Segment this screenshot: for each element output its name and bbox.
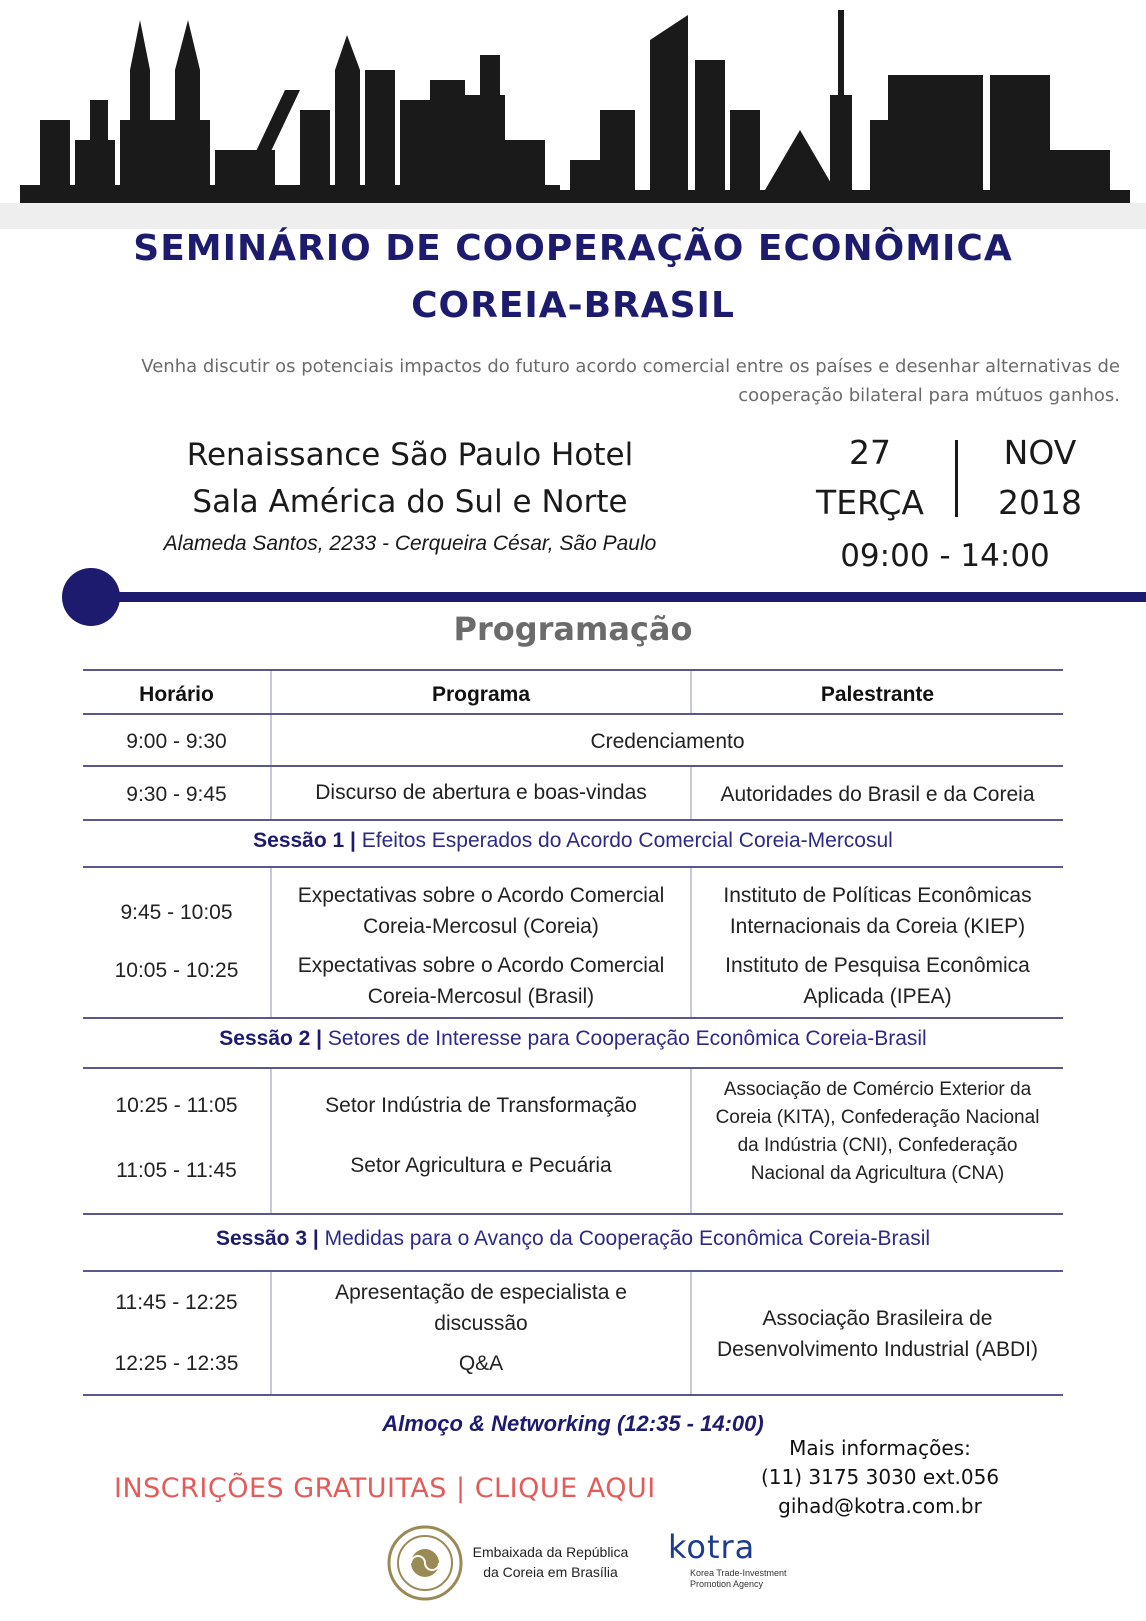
time-s1-row1: 9:45 - 10:05 — [120, 901, 233, 924]
program-s3-row1-l1: Apresentação de especialista e — [335, 1281, 627, 1304]
speaker-s1-row2 — [692, 950, 1063, 1012]
speaker-s3 — [692, 1303, 1063, 1365]
lunch-networking: Almoço & Networking (12:35 - 14:00) — [382, 1411, 764, 1436]
date-month: NOV — [1003, 433, 1077, 472]
program-abertura: Discurso de abertura e boas-vindas — [315, 781, 647, 804]
kotra-subtitle-l1: Korea Trade-Investment — [690, 1568, 787, 1578]
table-line — [83, 1017, 1063, 1019]
program-s3-row2: Q&A — [458, 1352, 504, 1375]
program-s1-row2 — [272, 950, 690, 1012]
venue-address: Alameda Santos, 2233 - Cerqueira César, São Paulo — [163, 532, 657, 555]
program-credenciamento: Credenciamento — [590, 730, 745, 753]
session3-label: Sessão 3 | — [215, 1227, 319, 1250]
info-title: Mais informações: — [789, 1436, 971, 1460]
table-line — [83, 1213, 1063, 1215]
kotra-subtitle — [690, 1568, 787, 1590]
table-line — [83, 669, 1063, 671]
kotra-logo: kotra — [668, 1528, 756, 1566]
program-s1-row1-l2: Coreia-Mercosul (Coreia) — [363, 915, 599, 938]
venue-hotel: Renaissance São Paulo Hotel — [186, 437, 634, 473]
time-credenciamento: 9:00 - 9:30 — [126, 730, 227, 753]
register-link[interactable]: INSCRIÇÕES GRATUITAS | CLIQUE AQUI — [114, 1473, 656, 1504]
time-s1-row2: 10:05 - 10:25 — [114, 959, 239, 982]
seminar-title-line1: SEMINÁRIO DE COOPERAÇÃO ECONÔMICA — [133, 228, 1013, 269]
speaker-s1-row2-l1: Instituto de Pesquisa Econômica — [725, 954, 1030, 977]
program-title: Programação — [453, 610, 693, 648]
date-day: 27 — [849, 433, 891, 472]
program-s1-row2-l1: Expectativas sobre o Acordo Comercial — [297, 954, 665, 977]
table-line — [83, 1270, 1063, 1272]
session2-title: Setores de Interesse para Cooperação Econômica Coreia-Brasil — [327, 1027, 927, 1050]
program-s1-row2-l2: Coreia-Mercosul (Brasil) — [367, 985, 595, 1008]
speaker-s2 — [692, 1076, 1063, 1188]
time-s2-row2: 11:05 - 11:45 — [116, 1159, 237, 1182]
session2-heading — [83, 1027, 1063, 1051]
program-s2-row2: Setor Agricultura e Pecuária — [350, 1154, 612, 1177]
date-weekday: TERÇA — [816, 483, 924, 522]
kotra-subtitle-l2: Promotion Agency — [690, 1579, 764, 1589]
embassy-name-l2: da Coreia em Brasília — [483, 1564, 618, 1580]
seminar-title-line2: COREIA-BRASIL — [411, 285, 735, 326]
speaker-s2-l4: Nacional da Agricultura (CNA) — [750, 1163, 1005, 1184]
header-programa: Programa — [431, 683, 531, 706]
speaker-s1-row1-l2: Internacionais da Coreia (KIEP) — [729, 915, 1026, 938]
time-abertura: 9:30 - 9:45 — [126, 783, 227, 806]
date-year: 2018 — [998, 483, 1082, 522]
header-palestrante: Palestrante — [820, 683, 935, 706]
speaker-s3-l2: Desenvolvimento Industrial (ABDI) — [717, 1338, 1038, 1361]
speaker-s3-l1: Associação Brasileira de — [762, 1307, 993, 1330]
table-line — [83, 765, 1063, 767]
header-horario: Horário — [139, 683, 214, 706]
info-phone: (11) 3175 3030 ext.056 — [760, 1465, 1000, 1489]
subtitle-line1: Venha discutir os potenciais impactos do futuro acordo comercial entre os países e desenhar alternativas de — [141, 356, 1120, 377]
table-line — [83, 1067, 1063, 1069]
session3-heading — [83, 1227, 1063, 1251]
table-line — [83, 819, 1063, 821]
city-skyline-illustration — [0, 0, 1146, 235]
seminar-subtitle — [40, 352, 1120, 410]
embassy-name — [468, 1542, 633, 1582]
program-s2-row1: Setor Indústria de Transformação — [325, 1094, 637, 1117]
program-s3-row1-l2: discussão — [434, 1312, 528, 1335]
speaker-s1-row2-l2: Aplicada (IPEA) — [803, 985, 952, 1008]
speaker-s2-l2: Coreia (KITA), Confederação Nacional — [715, 1107, 1040, 1128]
session2-label: Sessão 2 | — [219, 1027, 323, 1050]
embassy-name-l1: Embaixada da República — [472, 1544, 629, 1560]
speaker-abertura: Autoridades do Brasil e da Coreia — [720, 783, 1035, 806]
session1-label: Sessão 1 | — [253, 829, 356, 852]
program-s1-row1 — [272, 880, 690, 942]
date-separator — [955, 440, 958, 517]
speaker-s2-l3: da Indústria (CNI), Confederação — [737, 1135, 1018, 1156]
program-s1-row1-l1: Expectativas sobre o Acordo Comercial — [297, 884, 665, 907]
speaker-s1-row1-l1: Instituto de Políticas Econômicas — [723, 884, 1032, 907]
speaker-s2-l1: Associação de Comércio Exterior da — [723, 1079, 1032, 1100]
time-s3-row1: 11:45 - 12:25 — [115, 1291, 238, 1314]
event-time: 09:00 - 14:00 — [840, 538, 1050, 574]
info-email[interactable]: gihad@kotra.com.br — [778, 1494, 982, 1518]
venue-room: Sala América do Sul e Norte — [192, 484, 628, 520]
subtitle-line2: cooperação bilateral para mútuos ganhos. — [738, 385, 1120, 406]
table-line — [83, 866, 1063, 868]
timeline-bar — [118, 592, 1146, 602]
program-s3-row1 — [272, 1277, 690, 1339]
session1-title: Efeitos Esperados do Acordo Comercial Coreia-Mercosul — [361, 829, 893, 852]
time-s2-row1: 10:25 - 11:05 — [115, 1094, 238, 1117]
table-line — [83, 1394, 1063, 1396]
session3-title: Medidas para o Avanço da Cooperação Econômica Coreia-Brasil — [324, 1227, 931, 1250]
embassy-seal-icon — [385, 1522, 465, 1604]
session1-heading — [83, 829, 1063, 853]
time-s3-row2: 12:25 - 12:35 — [114, 1352, 239, 1375]
table-line — [83, 713, 1063, 715]
speaker-s1-row1 — [692, 880, 1063, 942]
